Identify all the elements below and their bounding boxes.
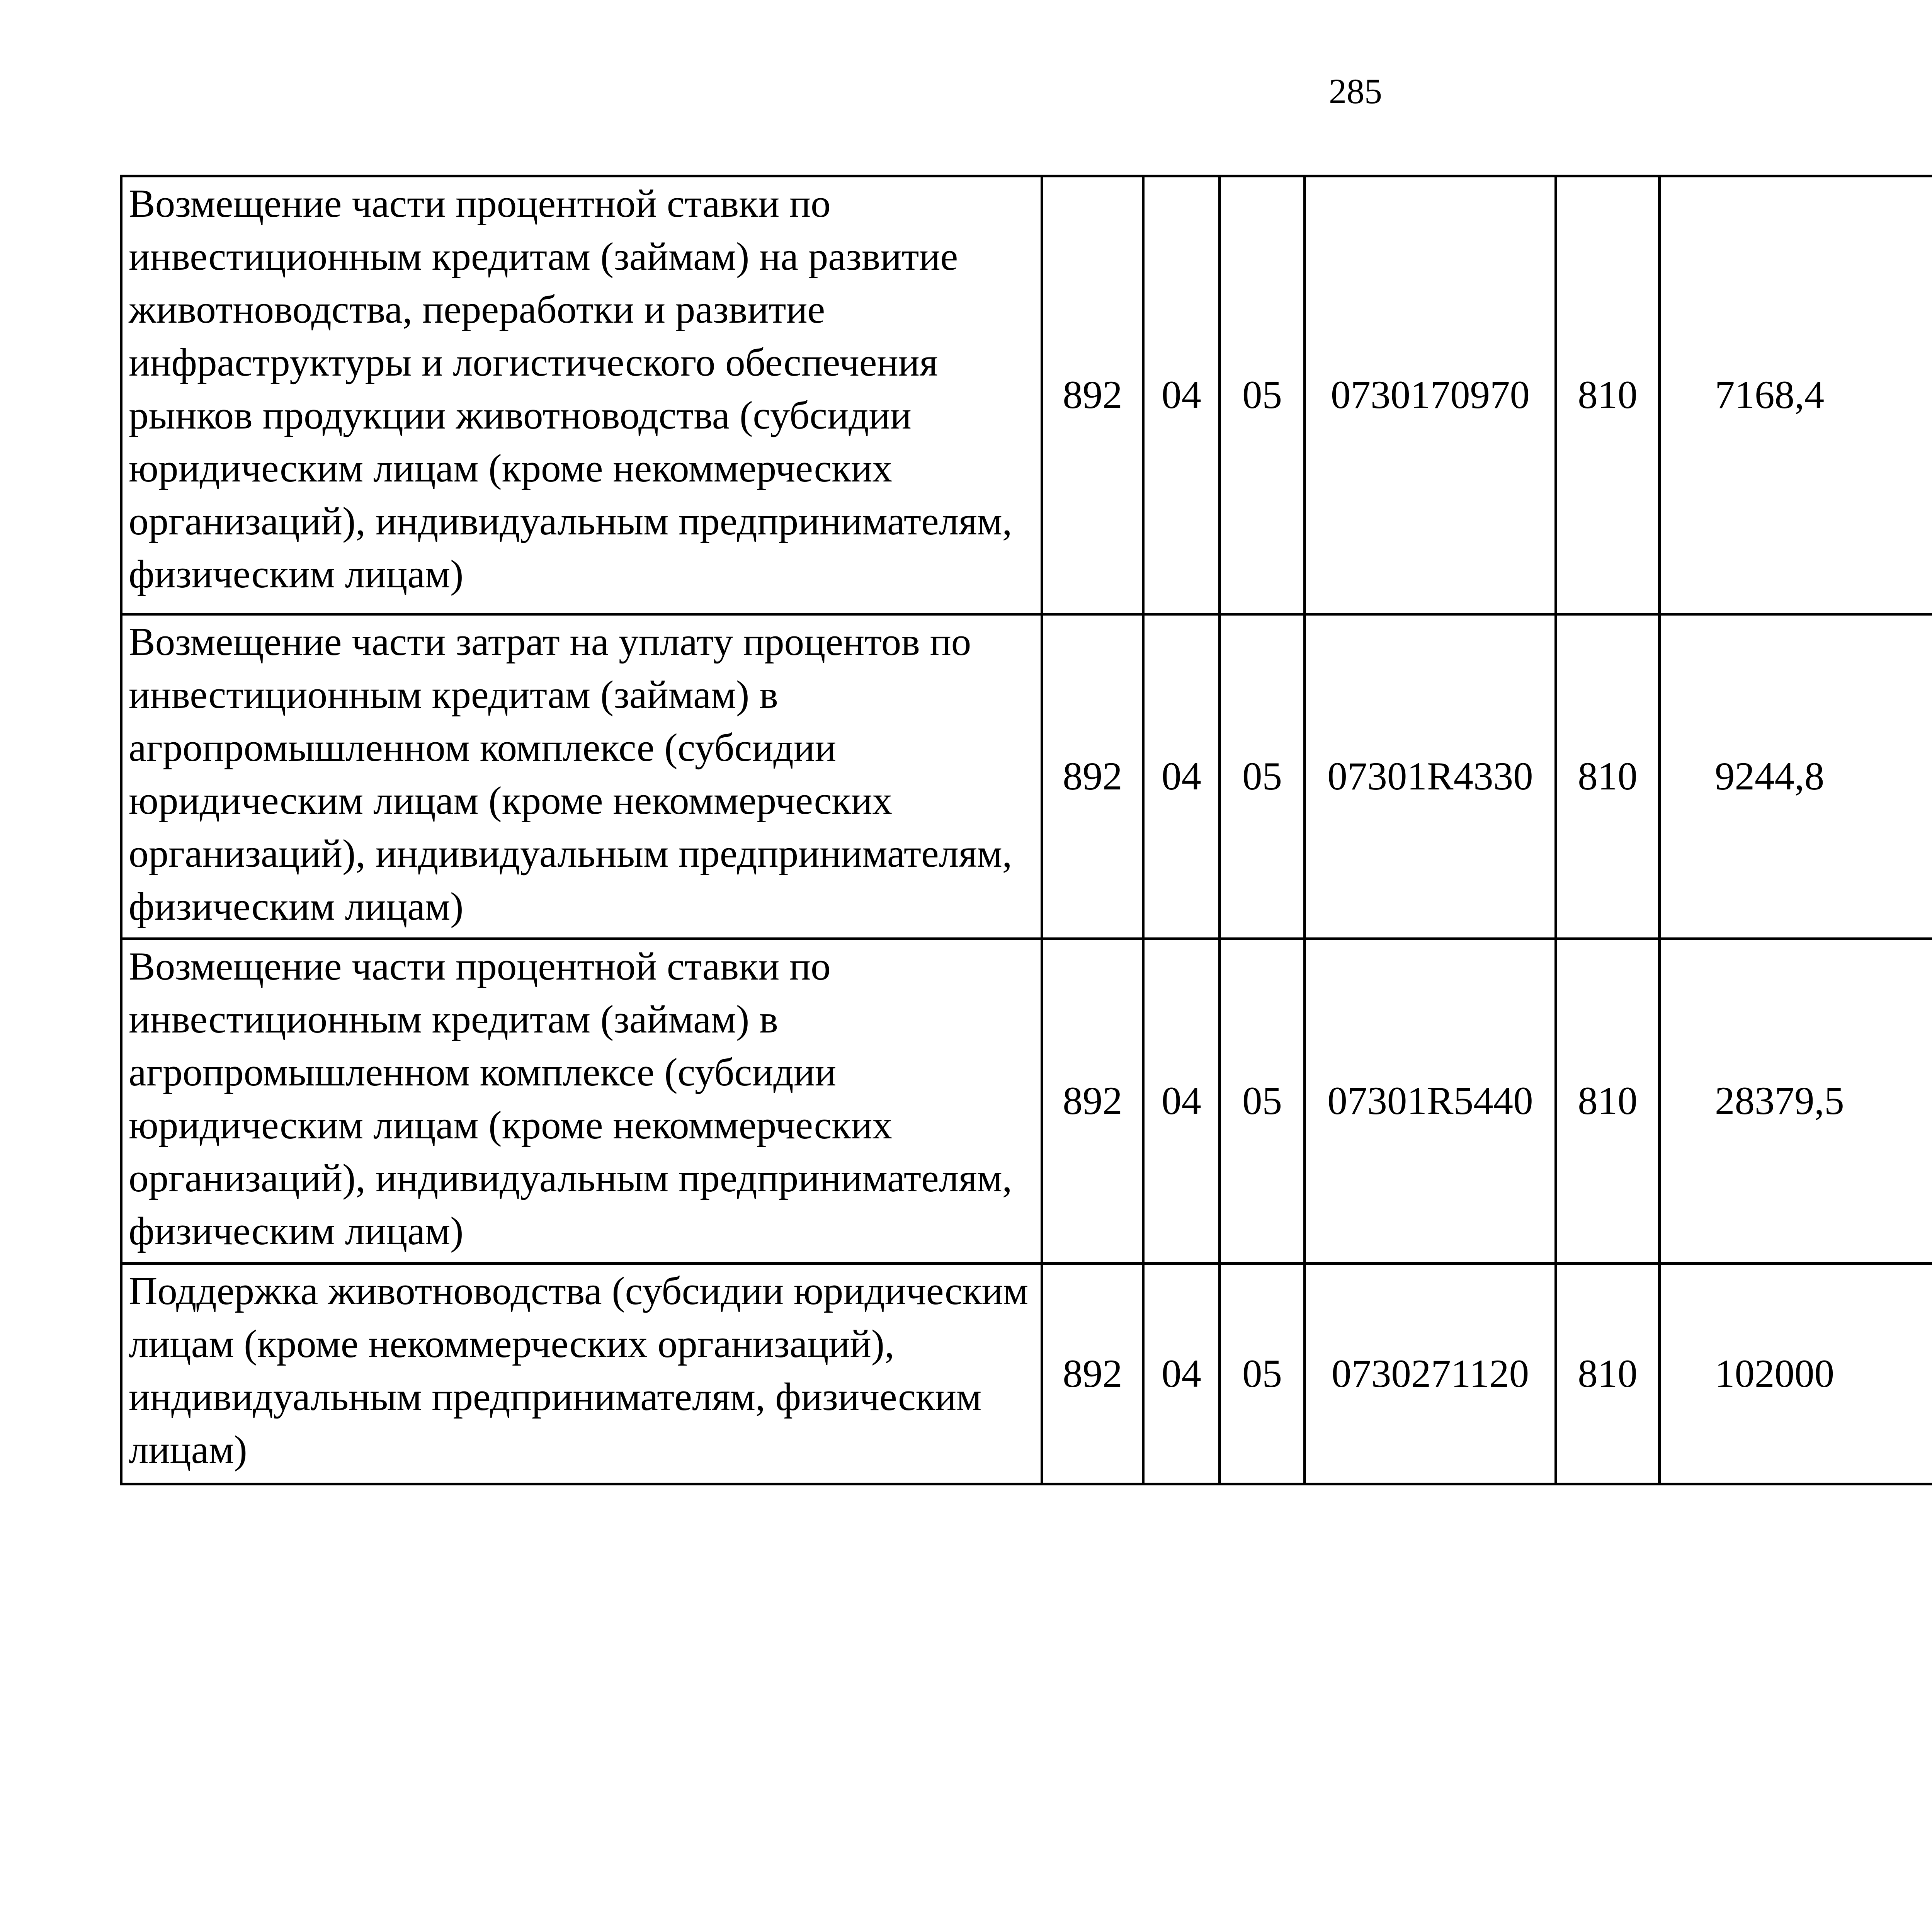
subsection-code-cell: 05 — [1220, 614, 1305, 939]
description-cell: Возмещение части затрат на уплату процентов по инвестиционным кредитам (займам) в агропромышленном комплексе (субсидии юридическим лицам (кроме некоммерческих организаций), индивидуальным предпринимателям, физическим лицам) — [121, 614, 1042, 939]
page-number: 285 — [1329, 71, 1382, 111]
description-cell: Возмещение части процентной ставки по инвестиционным кредитам (займам) в агропромышленном комплексе (субсидии юридическим лицам (кроме некоммерческих организаций), индивидуальным предпринимателям, физическим лицам) — [121, 939, 1042, 1264]
description-cell: Возмещение части процентной ставки по инвестиционным кредитам (займам) на развитие животноводства, переработки и развитие инфраструктуры и логистического обеспечения рынков продукции животноводства (субсидии юридическим лицам (кроме некоммерческих организаций), индивидуальным предпринимателям, физическим лицам) — [121, 176, 1042, 614]
table-row — [121, 1264, 1932, 1484]
target-article-cell: 0730271120 — [1305, 1264, 1556, 1484]
section-code-cell: 04 — [1143, 614, 1220, 939]
amount-1-cell: 7168,4 — [1660, 176, 1932, 614]
expense-type-cell: 810 — [1556, 176, 1660, 614]
subsection-code-cell: 05 — [1220, 1264, 1305, 1484]
budget-table — [120, 175, 1932, 1485]
amount-1-cell: 28379,5 — [1660, 939, 1932, 1264]
description-cell: Поддержка животноводства (субсидии юридическим лицам (кроме некоммерческих организаций), индивидуальным предпринимателям, физическим лицам) — [121, 1264, 1042, 1484]
section-code-cell: 04 — [1143, 939, 1220, 1264]
amount-1-cell: 9244,8 — [1660, 614, 1932, 939]
subsection-code-cell: 05 — [1220, 176, 1305, 614]
ministry-code-cell: 892 — [1042, 1264, 1143, 1484]
table-row — [121, 176, 1932, 614]
table-row — [121, 939, 1932, 1264]
ministry-code-cell: 892 — [1042, 614, 1143, 939]
section-code-cell: 04 — [1143, 176, 1220, 614]
target-article-cell: 07301R5440 — [1305, 939, 1556, 1264]
amount-1-cell: 102000 — [1660, 1264, 1932, 1484]
ministry-code-cell: 892 — [1042, 176, 1143, 614]
target-article-cell: 07301R4330 — [1305, 614, 1556, 939]
target-article-cell: 0730170970 — [1305, 176, 1556, 614]
table-row — [121, 614, 1932, 939]
expense-type-cell: 810 — [1556, 614, 1660, 939]
expense-type-cell: 810 — [1556, 1264, 1660, 1484]
section-code-cell: 04 — [1143, 1264, 1220, 1484]
subsection-code-cell: 05 — [1220, 939, 1305, 1264]
expense-type-cell: 810 — [1556, 939, 1660, 1264]
ministry-code-cell: 892 — [1042, 939, 1143, 1264]
